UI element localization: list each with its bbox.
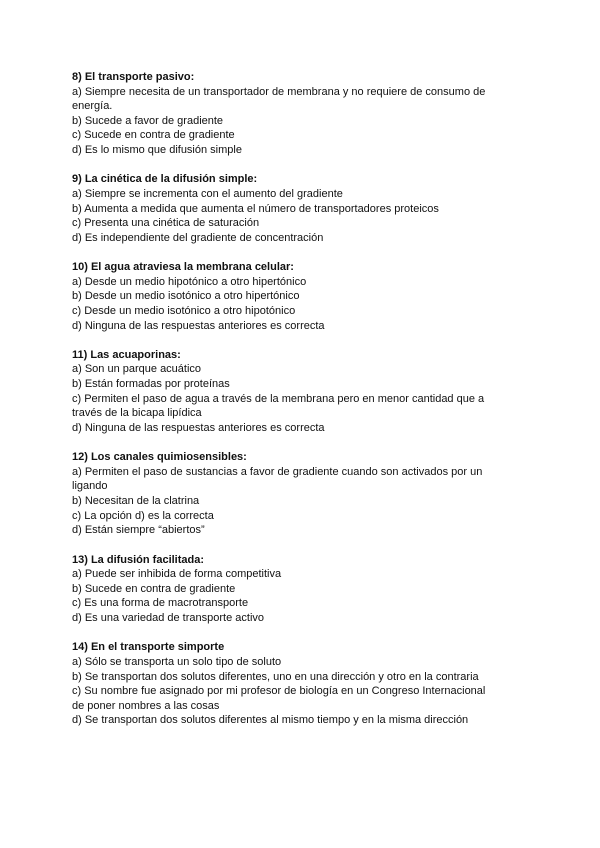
- option-a: a) Siempre se incrementa con el aumento del gradiente: [72, 187, 343, 200]
- option-b: b) Aumenta a medida que aumenta el número de transportadores proteicos: [72, 202, 439, 215]
- question-title: 12) Los canales quimiosensibles:: [72, 451, 247, 464]
- option-c: c) Permiten el paso de agua a través de la membrana pero en menor cantidad que a través de la bicapa lipídica: [72, 392, 485, 420]
- question-8: [72, 70, 492, 158]
- option-c: c) La opción d) es la correcta: [72, 509, 214, 522]
- question-12: [72, 450, 492, 538]
- option-d: d) Se transportan dos solutos diferentes al mismo tiempo y en la misma dirección: [72, 714, 469, 727]
- question-title: 14) En el transporte simporte: [72, 641, 225, 654]
- question-title: 11) Las acuaporinas:: [72, 348, 181, 361]
- document-page: [72, 70, 492, 743]
- option-b: b) Sucede a favor de gradiente: [72, 114, 224, 127]
- question-title: 10) El agua atraviesa la membrana celular:: [72, 261, 294, 274]
- option-a: a) Son un parque acuático: [72, 363, 202, 376]
- option-a: a) Puede ser inhibida de forma competitiva: [72, 568, 282, 581]
- option-d: d) Es una variedad de transporte activo: [72, 611, 265, 624]
- question-9: [72, 172, 492, 245]
- question-title: 9) La cinética de la difusión simple:: [72, 173, 258, 186]
- option-c: c) Presenta una cinética de saturación: [72, 217, 260, 230]
- option-b: b) Se transportan dos solutos diferentes, uno en una dirección y otro en la contraria: [72, 670, 479, 683]
- option-d: d) Ninguna de las respuestas anteriores es correcta: [72, 421, 325, 434]
- question-11: [72, 348, 492, 436]
- option-c: c) Desde un medio isotónico a otro hipotónico: [72, 304, 296, 317]
- option-d: d) Están siempre “abiertos”: [72, 524, 205, 537]
- question-title: 8) El transporte pasivo:: [72, 71, 195, 83]
- option-b: b) Sucede en contra de gradiente: [72, 582, 236, 595]
- option-d: d) Ninguna de las respuestas anteriores es correcta: [72, 319, 325, 332]
- option-c: c) Es una forma de macrotransporte: [72, 597, 249, 610]
- option-c: c) Sucede en contra de gradiente: [72, 129, 235, 142]
- option-d: d) Es lo mismo que difusión simple: [72, 143, 242, 156]
- option-a: a) Siempre necesita de un transportador de membrana y no requiere de consumo de energía.: [72, 85, 486, 113]
- option-b: b) Desde un medio isotónico a otro hipertónico: [72, 290, 300, 303]
- question-14: [72, 640, 492, 728]
- option-b: b) Necesitan de la clatrina: [72, 495, 200, 508]
- option-c: c) Su nombre fue asignado por mi profesor de biología en un Congreso Internacional de poner nombres a las cosas: [72, 685, 486, 712]
- option-a: a) Sólo se transporta un solo tipo de soluto: [72, 655, 282, 668]
- question-title: 13) La difusión facilitada:: [72, 553, 205, 566]
- option-d: d) Es independiente del gradiente de concentración: [72, 231, 324, 244]
- option-a: a) Permiten el paso de sustancias a favor de gradiente cuando son activados por un ligando: [72, 465, 483, 493]
- option-a: a) Desde un medio hipotónico a otro hipertónico: [72, 275, 307, 288]
- question-13: [72, 553, 492, 626]
- option-b: b) Están formadas por proteínas: [72, 378, 230, 391]
- question-10: [72, 260, 492, 333]
